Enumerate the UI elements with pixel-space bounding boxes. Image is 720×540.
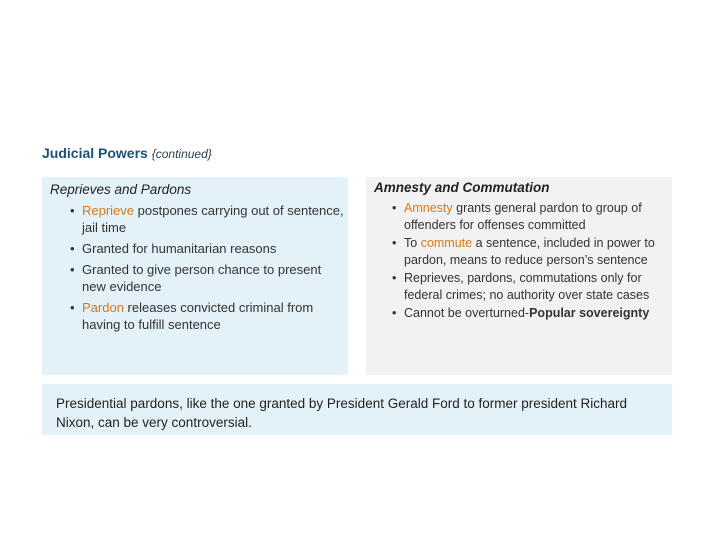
left-bullet-list: [50, 202, 348, 333]
left-panel-title: Reprieves and Pardons: [50, 182, 192, 197]
emphasis-text: Popular sovereignty: [529, 306, 650, 320]
reprieves-pardons-panel: [42, 177, 348, 375]
list-item: [374, 305, 672, 322]
list-item: [50, 202, 348, 236]
highlight-term: Pardon: [82, 300, 124, 315]
list-item: [50, 261, 348, 295]
item-text: releases convicted criminal from having to fulfill sentence: [82, 300, 314, 332]
item-text: a sentence, included in power to pardon, means to reduce person’s sentence: [404, 236, 655, 267]
right-bullet-list: [374, 200, 672, 322]
item-text: Cannot be overturned-: [404, 306, 530, 320]
highlight-term: Amnesty: [404, 201, 453, 215]
list-item: [374, 200, 672, 233]
item-text: grants general pardon to group of offenders for offenses committed: [404, 201, 642, 232]
heading-continued: {continued}: [151, 147, 212, 161]
heading-title: Judicial Powers: [42, 145, 148, 161]
list-item: [50, 240, 348, 257]
amnesty-commutation-panel: [366, 177, 672, 375]
item-text: Reprieves, pardons, commutations only for federal crimes; no authority over state cases: [404, 271, 650, 302]
highlight-term: Reprieve: [82, 203, 135, 218]
right-panel-title: Amnesty and Commutation: [374, 180, 550, 195]
highlight-term: commute: [420, 236, 473, 250]
footer-note: Presidential pardons, like the one granted by President Gerald Ford to former president Richard Nixon, can be very controversial.: [42, 384, 672, 435]
item-text: postpones carrying out of sentence, jail time: [82, 203, 344, 235]
item-prefix: To: [404, 236, 421, 250]
list-item: [50, 299, 348, 333]
list-item: [374, 235, 672, 268]
page-heading: [42, 145, 212, 161]
list-item: [374, 270, 672, 303]
item-text: Granted for humanitarian reasons: [82, 241, 277, 256]
item-text: Granted to give person chance to present new evidence: [82, 262, 322, 294]
